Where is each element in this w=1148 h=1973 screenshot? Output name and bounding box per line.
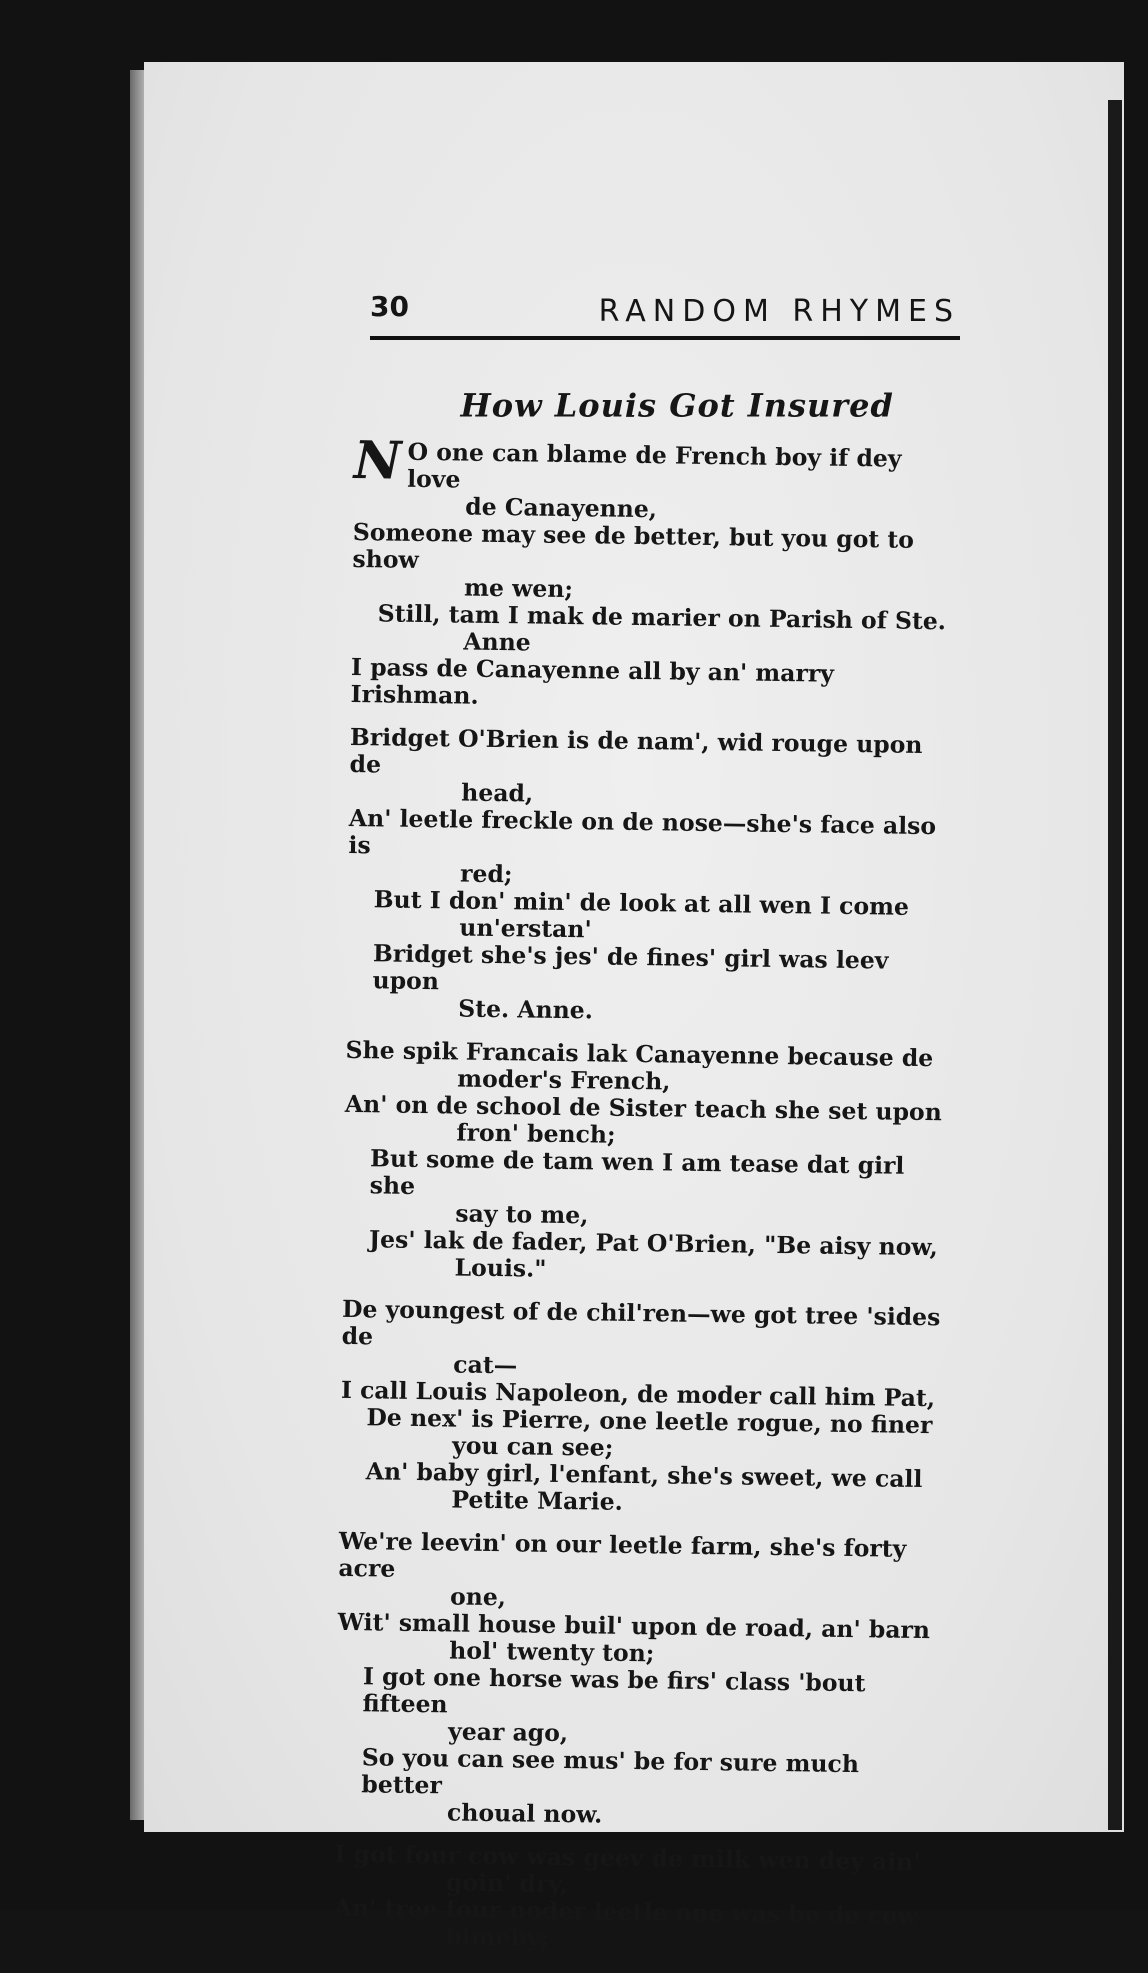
line-text: She spik Francais lak Canayenne because de bbox=[345, 1035, 934, 1073]
stanza bbox=[350, 429, 959, 716]
line-text: De youngest of de chil'ren—we got tree 'sides de bbox=[341, 1294, 941, 1351]
line-continuation: Ste. Anne. bbox=[458, 994, 594, 1025]
poem-line bbox=[344, 1091, 950, 1153]
line-text: Someone may see de better, but you got to show bbox=[352, 517, 915, 574]
poem-line bbox=[335, 1744, 941, 1833]
page-number: 30 bbox=[370, 290, 409, 323]
book-gutter bbox=[1108, 100, 1122, 1830]
line-continuation: one, bbox=[449, 1582, 507, 1612]
line-continuation: moder's French, bbox=[457, 1064, 671, 1096]
poem-line bbox=[347, 886, 953, 948]
line-text: We're leevin' on our leetle farm, she's forty acre bbox=[338, 1526, 907, 1583]
poem-line bbox=[345, 1037, 951, 1099]
poem-line bbox=[337, 1609, 943, 1671]
poem-line bbox=[336, 1663, 942, 1752]
line-text: An' leetle freckle on de nose—she's face also is bbox=[348, 803, 937, 860]
line-continuation: Louis." bbox=[454, 1253, 547, 1283]
line-text: I got one horse was be firs' class 'bout fifteen bbox=[362, 1662, 866, 1719]
poem-line bbox=[333, 1895, 939, 1957]
poem-line bbox=[341, 1296, 947, 1385]
poem-line bbox=[346, 940, 952, 1029]
line-text: I call Louis Napoleon, de moder call him Pat, bbox=[340, 1375, 936, 1413]
line-text: An' tree four noder leetle one was be de cow bbox=[333, 1893, 918, 1931]
poem-line bbox=[352, 519, 958, 608]
poem-line bbox=[353, 429, 959, 527]
line-continuation: you can see; bbox=[451, 1431, 614, 1462]
line-text: Bridget she's jes' de fines' girl was leev upon bbox=[372, 939, 889, 996]
line-text: But I don' min' de look at all wen I come bbox=[373, 885, 910, 921]
line-text: Still, tam I mak de marier on Parish of Ste. bbox=[377, 599, 947, 636]
poem-line bbox=[338, 1528, 944, 1617]
stanza bbox=[339, 1296, 947, 1520]
line-text: I pass de Canayenne all by an' marry Irishman. bbox=[350, 652, 835, 710]
stanza bbox=[342, 1037, 950, 1288]
line-continuation: cat— bbox=[453, 1350, 518, 1380]
line-continuation: head, bbox=[461, 778, 534, 808]
line-continuation: hol' twenty ton; bbox=[449, 1636, 655, 1668]
stanza bbox=[333, 1841, 939, 1957]
line-continuation: red; bbox=[459, 859, 513, 889]
line-continuation: year ago, bbox=[447, 1717, 569, 1748]
line-continuation: Petite Marie. bbox=[451, 1485, 624, 1516]
line-text: An' baby girl, l'enfant, she's sweet, we call bbox=[365, 1457, 923, 1494]
line-continuation: Anne bbox=[463, 627, 531, 657]
stanza bbox=[346, 724, 955, 1029]
line-text: So you can see mus' be for sure much better bbox=[361, 1743, 860, 1800]
page-header bbox=[370, 290, 960, 346]
header-rule bbox=[370, 336, 960, 340]
line-text: But some de tam wen I am tease dat girl she bbox=[369, 1144, 905, 1200]
drop-cap: N bbox=[353, 429, 402, 492]
line-text: I got four cow was geev de milk wen dey ain' bbox=[334, 1839, 921, 1877]
stanza bbox=[335, 1528, 944, 1833]
line-text: Bridget O'Brien is de nam', wid rouge upon de bbox=[349, 722, 923, 779]
line-continuation: de Canayenne, bbox=[465, 492, 658, 524]
line-text: O one can blame de French boy if dey love bbox=[406, 437, 902, 494]
line-continuation: fron' bench; bbox=[456, 1118, 616, 1149]
poem-line bbox=[348, 805, 954, 894]
poem-title: How Louis Got Insured bbox=[460, 386, 894, 425]
poem-line bbox=[349, 724, 955, 813]
running-title: RANDOM RHYMES bbox=[598, 294, 960, 329]
poem-line bbox=[342, 1226, 948, 1288]
poem-line bbox=[350, 654, 956, 716]
poem-line bbox=[340, 1404, 946, 1466]
line-text: De nex' is Pierre, one leetle rogue, no finer bbox=[366, 1403, 933, 1440]
poem-line bbox=[339, 1458, 945, 1520]
poem-line bbox=[334, 1841, 940, 1903]
poem-line bbox=[351, 600, 957, 662]
line-continuation: bimeby; bbox=[445, 1922, 550, 1952]
poem bbox=[333, 382, 960, 1973]
line-continuation: say to me, bbox=[455, 1199, 589, 1230]
line-text: Wit' small house buil' upon de road, an' barn bbox=[337, 1607, 931, 1645]
poem-line bbox=[343, 1145, 949, 1234]
line-text: An' on de school de Sister teach she set upon bbox=[344, 1089, 942, 1127]
line-continuation: un'erstan' bbox=[459, 913, 592, 944]
line-continuation: me wen; bbox=[463, 573, 574, 604]
line-continuation: choual now. bbox=[446, 1798, 603, 1829]
line-text: Jes' lak de fader, Pat O'Brien, "Be aisy now, bbox=[368, 1225, 939, 1262]
line-continuation: goin' dry, bbox=[445, 1868, 569, 1899]
